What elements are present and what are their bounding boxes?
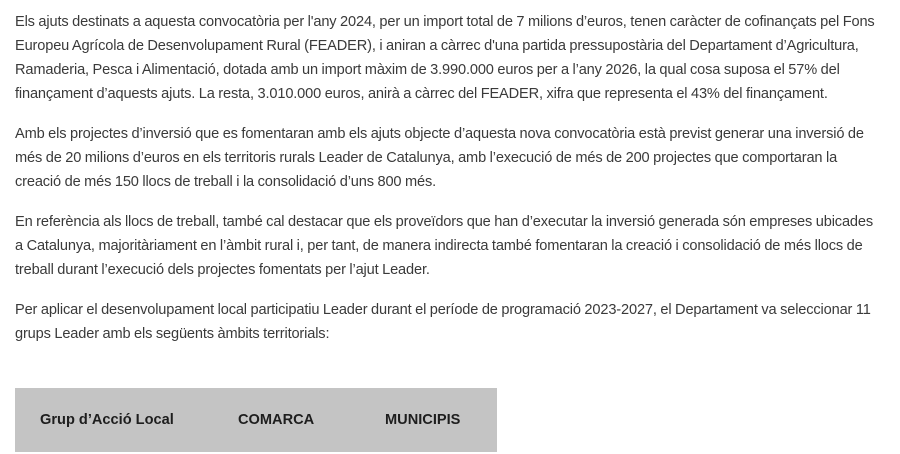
paragraph-investment: Amb els projectes d’inversió que es fomentaran amb els ajuts objecte d’aquesta nova convocatòria està previst generar una inversió de més de 20 milions d’euros en els territoris rurals Leader de Catalunya, amb l’execució de més de 200 projectes que comportaran la creació de més 150 llocs de treball i la consolidació d’uns 800 més. xyxy=(15,126,864,190)
table-header-row xyxy=(15,388,497,452)
column-header-comarca: COMARCA xyxy=(238,412,315,428)
paragraph-funding: Els ajuts destinats a aquesta convocatòria per l'any 2024, per un import total de 7 milions d’euros, tenen caràcter de cofinançats pel Fons Europeu Agrícola de Desenvolupament Rural (FEADER), i aniran a càrrec d'una partida pressupostària del Departament d’Agricultura, Ramaderia, Pesca i Alimentació, dotada amb un import màxim de 3.990.000 euros per a l’any 2026, la qual cosa suposa el 57% del finançament d’aquests ajuts. La resta, 3.010.000 euros, anirà a càrrec del FEADER, xifra que representa el 43% del finançament. xyxy=(15,14,875,102)
column-header-grup: Grup d’Acció Local xyxy=(40,412,174,428)
leader-groups-table xyxy=(15,388,497,452)
column-header-municipis: MUNICIPIS xyxy=(385,412,461,428)
article-body xyxy=(15,10,875,362)
paragraph-leader-groups: Per aplicar el desenvolupament local participatiu Leader durant el període de programació 2023-2027, el Departament va seleccionar 11 grups Leader amb els següents àmbits territorials: xyxy=(15,302,871,342)
paragraph-jobs: En referència als llocs de treball, també cal destacar que els proveïdors que han d’executar la inversió generada són empreses ubicades a Catalunya, majoritàriament en l’àmbit rural i, per tant, de manera indirecta també fomentaran la creació i consolidació de més llocs de treball durant l’execució dels projectes fomentats per l’ajut Leader. xyxy=(15,214,873,278)
